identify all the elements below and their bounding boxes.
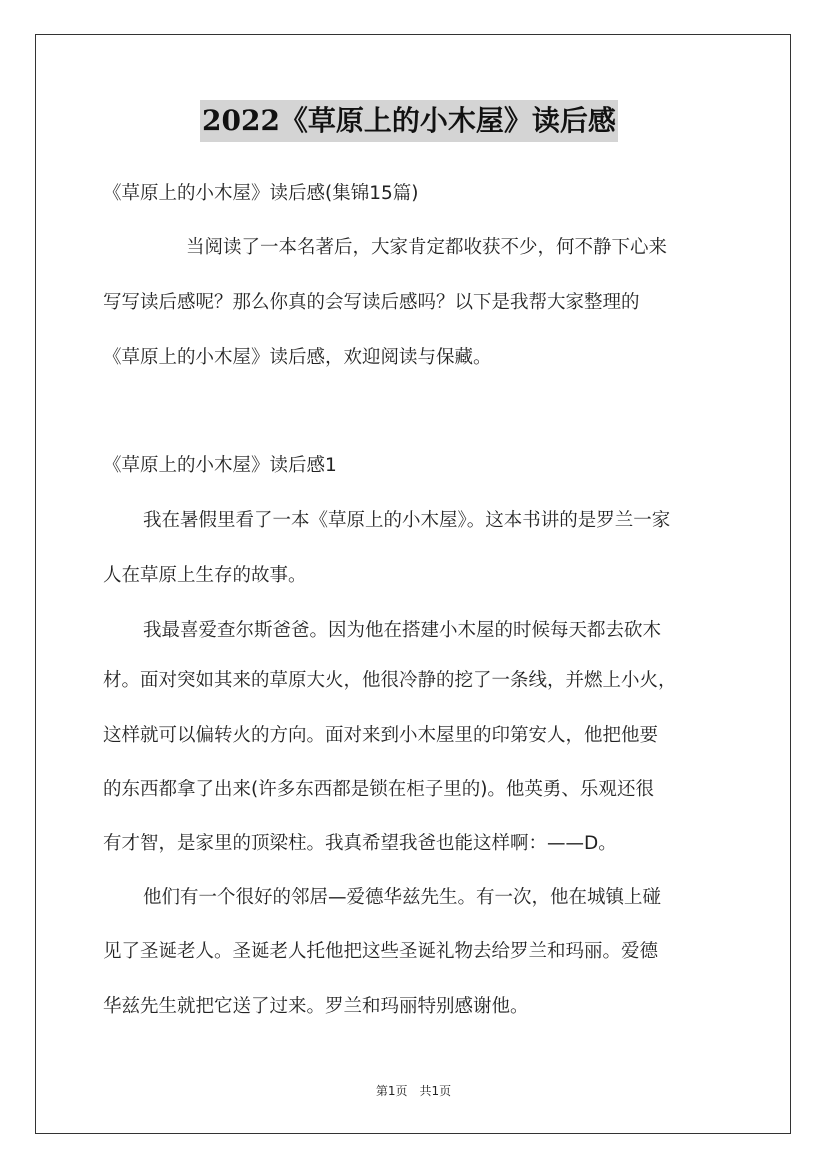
intro-line: 写写读后感呢？那么你真的会写读后感吗？以下是我帮大家整理的 — [103, 292, 640, 313]
body-line: 见了圣诞老人。圣诞老人托他把这些圣诞礼物去给罗兰和玛丽。爱德 — [103, 941, 659, 962]
body-line: 人在草原上生存的故事。 — [103, 565, 307, 586]
body-line: 华兹先生就把它送了过来。罗兰和玛丽特别感谢他。 — [103, 996, 529, 1017]
body-line: 的东西都拿了出来(许多东西都是锁在柜子里的)。他英勇、乐观还很 — [103, 779, 654, 800]
intro-line: 当阅读了一本名著后，大家肯定都收获不少，何不静下心来 — [186, 237, 668, 258]
body-line: 有才智，是家里的顶梁柱。我真希望我爸也能这样啊：——D。 — [103, 833, 617, 854]
section-heading: 《草原上的小木屋》读后感1 — [103, 455, 337, 476]
body-line: 这样就可以偏转火的方向。面对来到小木屋里的印第安人，他把他要 — [103, 725, 659, 746]
page-number: 第1页 共1页 — [375, 1084, 452, 1098]
document-subtitle: 《草原上的小木屋》读后感(集锦15篇) — [103, 183, 419, 204]
body-line: 我在暑假里看了一本《草原上的小木屋》。这本书讲的是罗兰一家 — [143, 510, 671, 531]
body-line: 他们有一个很好的邻居—爱德华兹先生。有一次，他在城镇上碰 — [143, 887, 662, 908]
intro-line: 《草原上的小木屋》读后感，欢迎阅读与保藏。 — [103, 347, 492, 368]
body-line: 我最喜爱查尔斯爸爸。因为他在搭建小木屋的时候每天都去砍木 — [143, 620, 662, 641]
document-title: 2022《草原上的小木屋》读后感 — [200, 100, 618, 142]
body-line: 材。面对突如其来的草原大火，他很冷静的挖了一条线，并燃上小火， — [103, 670, 677, 691]
